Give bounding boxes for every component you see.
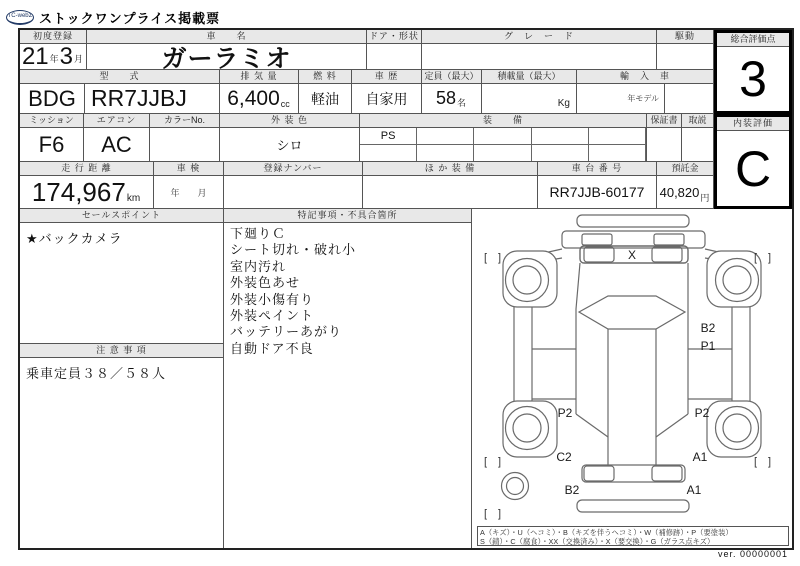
field-model-label: 型 式: [20, 70, 219, 84]
car-name-value: ガーラミオ: [161, 44, 292, 69]
mark-rear-left: B2: [564, 483, 580, 497]
field-car-name-label: 車 名: [87, 30, 366, 44]
field-import-car: [577, 70, 714, 113]
inspection-year-unit: 年: [170, 187, 180, 198]
defect-item: 外装小傷有り: [230, 291, 315, 307]
diagram-legend: [477, 526, 789, 546]
interior-grade-label: 内装評価: [717, 117, 789, 131]
chassis-no-value: RR7JJB-60177: [549, 184, 645, 200]
field-reg-number: [224, 162, 363, 208]
vehicle-condition-diagram: [472, 209, 792, 526]
field-inspection: [154, 162, 224, 208]
load-unit: Kg: [557, 98, 570, 109]
field-warranty-label: 保証書: [647, 114, 681, 128]
field-mission-label: ミッション: [20, 114, 83, 128]
grade-value: [422, 44, 656, 69]
row-registration: [20, 30, 792, 70]
mission-value: F6: [38, 131, 65, 157]
warranty-value: [647, 128, 681, 161]
other-equipment-value: [363, 176, 537, 208]
field-load-label: 積載量（最大）: [482, 70, 576, 84]
overall-score-box: [714, 30, 792, 114]
first-reg-month: 3: [59, 44, 74, 69]
mileage-unit: km: [126, 193, 141, 204]
reg-number-value: [224, 176, 362, 208]
import-car-empty-cell: [665, 84, 713, 113]
equipment-cell: [417, 128, 474, 145]
first-reg-month-unit: 月: [74, 54, 84, 64]
front-light-right: [654, 234, 684, 245]
mark-windshield: X: [627, 248, 637, 262]
field-capacity: [422, 70, 482, 113]
sales-points-column: [20, 209, 224, 548]
mark-right-mid: P2: [694, 406, 710, 420]
tcweb-logo-icon: TC-webΣ: [6, 10, 34, 25]
first-registration-value: [20, 44, 86, 69]
ext-color-value: シロ: [276, 138, 303, 153]
overall-score-label: 総合評価点: [717, 33, 789, 47]
defects-header: 特記事項・不具合箇所: [224, 209, 471, 223]
mileage-value: 174,967: [31, 176, 126, 207]
equipment-grid: [360, 128, 646, 161]
model-prefix-value: BDG: [20, 84, 85, 113]
field-grade: [422, 30, 657, 69]
field-deposit-label: 預託金: [657, 162, 713, 176]
deposit-unit: 円: [700, 193, 710, 203]
field-aircon: [84, 114, 150, 161]
color-no-value: [150, 128, 219, 161]
front-bumper: [577, 215, 689, 227]
field-fuel-label: 燃 料: [299, 70, 351, 84]
equipment-cell: PS: [360, 128, 417, 145]
field-aircon-label: エアコン: [84, 114, 149, 128]
defect-item: 室内汚れ: [230, 258, 287, 274]
defect-item: 下廻りＣ: [230, 226, 287, 241]
equipment-cell: [417, 145, 474, 162]
field-door-shape-label: ドア・形状: [367, 30, 421, 44]
defect-item: 外装ペイント: [230, 307, 315, 323]
field-deposit: [657, 162, 714, 208]
field-first-registration: [20, 30, 87, 69]
field-chassis-no: [538, 162, 657, 208]
titlebar: [6, 8, 220, 27]
displacement-value: 6,400: [227, 86, 280, 110]
diagram-column: [472, 209, 792, 548]
field-chassis-no-label: 車 台 番 号: [538, 162, 656, 176]
windshield-right-panel: [652, 247, 682, 262]
capacity-unit: 名: [457, 98, 467, 108]
history-value: 自家用: [365, 90, 408, 107]
equipment-cell: [474, 145, 531, 162]
version-number: ver. 00000001: [717, 549, 788, 559]
field-equipment: [360, 114, 647, 161]
import-car-note: 年モデル: [577, 84, 665, 113]
field-car-name: [87, 30, 367, 69]
model-code-value: RR7JJBJ: [91, 85, 187, 111]
field-fuel: [299, 70, 352, 113]
caution-item: 乗車定員３８／５８人: [26, 366, 167, 381]
mark-left-rear: C2: [556, 450, 572, 464]
door-shape-value: [367, 44, 421, 69]
page-title: ストックワンプライス掲載票: [39, 11, 221, 26]
defect-item: 自動ドア不良: [230, 340, 314, 356]
rear-left-wheel: [506, 407, 549, 450]
field-other-equipment: [363, 162, 538, 208]
field-color-no: [150, 114, 220, 161]
manual-value: [682, 128, 713, 161]
sales-points-content: [20, 223, 223, 343]
stock-one-price-sheet: [18, 28, 794, 550]
field-model: [20, 70, 220, 113]
field-color-no-label: カラーNo.: [150, 114, 219, 128]
bracket-bottom-left: [ ]: [484, 508, 502, 520]
field-history-label: 車 歴: [352, 70, 421, 84]
first-reg-year-unit: 年: [49, 54, 59, 64]
displacement-unit: cc: [280, 99, 290, 109]
interior-grade-value: C: [734, 140, 772, 197]
field-drive-label: 駆動: [657, 30, 713, 44]
defect-item: 外装色あせ: [230, 275, 301, 291]
field-mission: [20, 114, 84, 161]
sales-points-header: セールスポイント: [20, 209, 223, 223]
cautions-content: [20, 358, 223, 548]
rear-bumper: [577, 500, 689, 512]
mark-right-front-lower: P1: [700, 339, 716, 353]
row-equipment: [20, 114, 792, 162]
lower-section: [20, 209, 792, 548]
spare-wheel: [502, 473, 529, 500]
rear-light-right: [652, 466, 682, 481]
front-left-wheel: [506, 259, 549, 302]
mark-right-rear: A1: [692, 450, 708, 464]
windshield-left-panel: [584, 247, 614, 262]
first-reg-year: 21: [21, 44, 49, 69]
mark-rear-right: A1: [686, 483, 702, 497]
defects-column: [224, 209, 472, 548]
field-door-shape: [367, 30, 422, 69]
field-manual-label: 取説: [682, 114, 713, 128]
bracket-mid-right: [ ]: [754, 456, 772, 468]
field-warranty: [647, 114, 682, 161]
fuel-value: 軽油: [311, 90, 339, 107]
sales-point-item: ★バックカメラ: [26, 231, 123, 246]
rear-face: [582, 465, 685, 482]
mark-right-front-upper: B2: [700, 321, 716, 335]
bracket-front-right: [ ]: [754, 252, 772, 264]
field-load: [482, 70, 577, 113]
roof-front-dome: [579, 296, 685, 329]
field-reg-number-label: 登録ナンバー: [224, 162, 362, 176]
row-model: [20, 70, 792, 114]
deposit-value: 40,820: [659, 184, 700, 200]
equipment-cell: [360, 145, 417, 162]
interior-grade-box: [714, 114, 792, 209]
equipment-cell: [474, 128, 531, 145]
legend-line-2: S（錆）・C（腐食）・XX（交換済み）・X（要交換）・G（ガラス点キズ）: [480, 536, 715, 546]
field-history: [352, 70, 422, 113]
field-displacement-label: 排 気 量: [220, 70, 298, 84]
equipment-cell: [589, 128, 646, 145]
front-light-left: [582, 234, 612, 245]
rear-right-wheel: [716, 407, 759, 450]
defects-list: [224, 223, 471, 360]
cautions-header: 注 意 事 項: [20, 343, 223, 358]
equipment-cell: [532, 128, 589, 145]
inspection-month-unit: 月: [197, 187, 207, 198]
aircon-value: AC: [101, 131, 132, 157]
front-right-wheel: [716, 259, 759, 302]
rear-light-left: [584, 466, 614, 481]
mark-left-mid: P2: [557, 406, 573, 420]
field-mileage: [20, 162, 154, 208]
field-mileage-label: 走 行 距 離: [20, 162, 153, 176]
bracket-front-left: [ ]: [484, 252, 502, 264]
equipment-cell: [532, 145, 589, 162]
field-displacement: [220, 70, 299, 113]
equipment-cell: [589, 145, 646, 162]
field-capacity-label: 定員（最大）: [422, 70, 481, 84]
field-ext-color-label: 外 装 色: [220, 114, 359, 128]
field-first-registration-label: 初度登録: [20, 30, 86, 44]
field-grade-label: グ レ ー ド: [422, 30, 656, 44]
row-mileage: [20, 162, 792, 209]
defect-item: シート切れ・破れ小: [230, 242, 357, 258]
field-equipment-label: 装 備: [360, 114, 646, 128]
overall-score-value: 3: [739, 51, 767, 107]
field-drive: [657, 30, 714, 69]
legend-line-1: A（キズ）・U（ヘコミ）・B（キズを伴うヘコミ）・W（補修跡）・P（要塗装）: [480, 527, 733, 537]
field-manual: [682, 114, 714, 161]
field-inspection-label: 車 検: [154, 162, 223, 176]
drive-value: [657, 44, 713, 69]
capacity-value: 58: [435, 88, 456, 108]
bracket-mid-left: [ ]: [484, 456, 502, 468]
defect-item: バッテリーあがり: [230, 324, 343, 340]
field-ext-color: [220, 114, 360, 161]
field-other-equipment-label: ほ か 装 備: [363, 162, 537, 176]
field-import-car-label: 輸 入 車: [577, 70, 713, 84]
